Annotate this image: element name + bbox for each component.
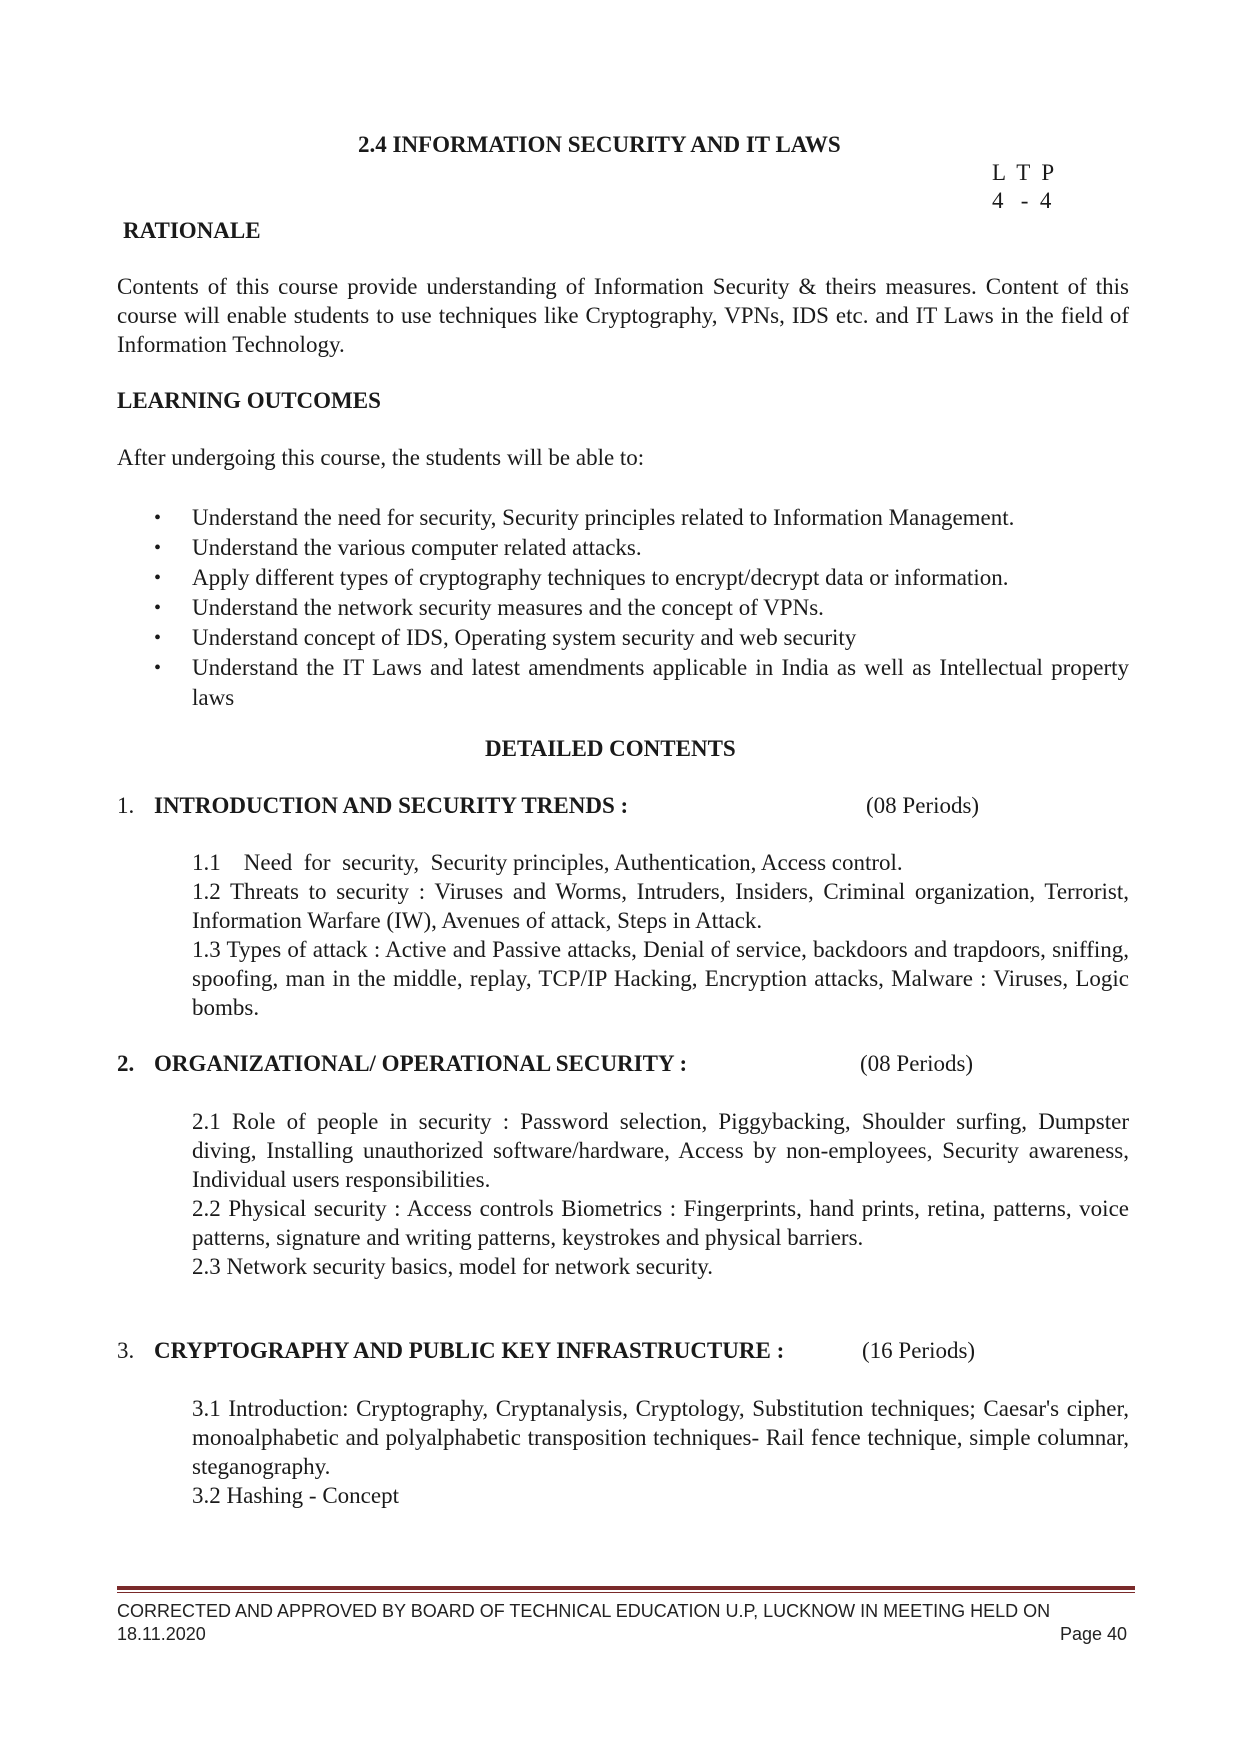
section-3-number: 3.	[117, 1338, 135, 1363]
list-item: • Understand the network security measures and the concept of VPNs.	[117, 593, 1129, 623]
bullet-icon: •	[154, 537, 162, 559]
topic-3-2: 3.2 Hashing - Concept	[192, 1483, 399, 1508]
topic-1-2: 1.2 Threats to security : Viruses and Worms, Intruders, Insiders, Criminal organization, Terrorist, Information Warfare (IW), Avenues of attack, Steps in Attack.	[192, 879, 1129, 933]
section-3-title: CRYPTOGRAPHY AND PUBLIC KEY INFRASTRUCTURE :	[154, 1338, 785, 1363]
list-item: • Apply different types of cryptography techniques to encrypt/decrypt data or information.	[117, 563, 1129, 593]
rationale-heading: RATIONALE	[123, 218, 261, 243]
footer-page-number: Page 40	[1060, 1624, 1128, 1644]
bullet-icon: •	[154, 627, 162, 649]
section-2-periods: (08 Periods)	[860, 1051, 974, 1076]
learning-outcomes-heading: LEARNING OUTCOMES	[117, 388, 381, 413]
list-item: • Understand the IT Laws and latest amendments applicable in India as well as Intellectual property laws	[154, 655, 1129, 710]
section-2-title: ORGANIZATIONAL/ OPERATIONAL SECURITY :	[154, 1051, 688, 1076]
topic-3-1: 3.1 Introduction: Cryptography, Cryptanalysis, Cryptology, Substitution techniques; Caesar's cipher, monoalphabetic and polyalphabetic transposition techniques- Rail fence technique, simple columnar, steganography.	[192, 1396, 1129, 1479]
footer-approval: CORRECTED AND APPROVED BY BOARD OF TECHNICAL EDUCATION U.P, LUCKNOW IN MEETING HELD ON	[117, 1601, 1051, 1621]
section-1-title: INTRODUCTION AND SECURITY TRENDS :	[154, 793, 629, 818]
bullet-icon: •	[154, 597, 162, 619]
list-item: • Understand concept of IDS, Operating system security and web security	[117, 623, 1129, 653]
section-1-number: 1.	[117, 793, 135, 818]
topic-1-1: 1.1 Need for security, Security principles, Authentication, Access control.	[192, 850, 903, 875]
section-2-number: 2.	[117, 1051, 135, 1076]
list-item: • Understand the need for security, Security principles related to Information Management.	[117, 503, 1129, 533]
bullet-icon: •	[154, 567, 162, 589]
footer-rule	[117, 1586, 1135, 1590]
topic-1-3: 1.3 Types of attack : Active and Passive attacks, Denial of service, backdoors and trapdoors, sniffing, spoofing, man in the middle, replay, TCP/IP Hacking, Encryption attacks, Malware : Viruses, Logic bombs.	[192, 937, 1129, 1020]
topic-2-3: 2.3 Network security basics, model for network security.	[192, 1254, 713, 1279]
list-item: • Understand the various computer related attacks.	[117, 533, 1129, 563]
detailed-contents-heading: DETAILED CONTENTS	[485, 736, 736, 761]
learning-outcomes-list	[117, 503, 1129, 713]
learning-outcomes-intro: After undergoing this course, the students will be able to:	[117, 445, 645, 470]
topic-2-2: 2.2 Physical security : Access controls Biometrics : Fingerprints, hand prints, retina, patterns, voice patterns, signature and writing patterns, keystrokes and physical barriers.	[192, 1196, 1129, 1250]
bullet-icon: •	[154, 507, 162, 529]
topic-2-1: 2.1 Role of people in security : Password selection, Piggybacking, Shoulder surfing, Dumpster diving, Installing unauthorized software/hardware, Access by non-employees, Security awareness, Individual users responsibilities.	[192, 1109, 1129, 1192]
section-1-periods: (08 Periods)	[866, 793, 980, 818]
ltp-header: L T P	[992, 160, 1055, 185]
footer-rule-thin	[117, 1592, 1135, 1593]
course-title: 2.4 INFORMATION SECURITY AND IT LAWS	[358, 132, 841, 157]
bullet-icon: •	[154, 657, 162, 679]
section-3-periods: (16 Periods)	[862, 1338, 976, 1363]
rationale-text: Contents of this course provide understanding of Information Security & theirs measures. Content of this course will enable students to use techniques like Cryptography, VPNs, IDS etc. and IT Laws in the field of Information Technology.	[117, 274, 1129, 357]
ltp-values: 4 - 4	[992, 188, 1052, 213]
footer-date: 18.11.2020	[117, 1624, 206, 1644]
